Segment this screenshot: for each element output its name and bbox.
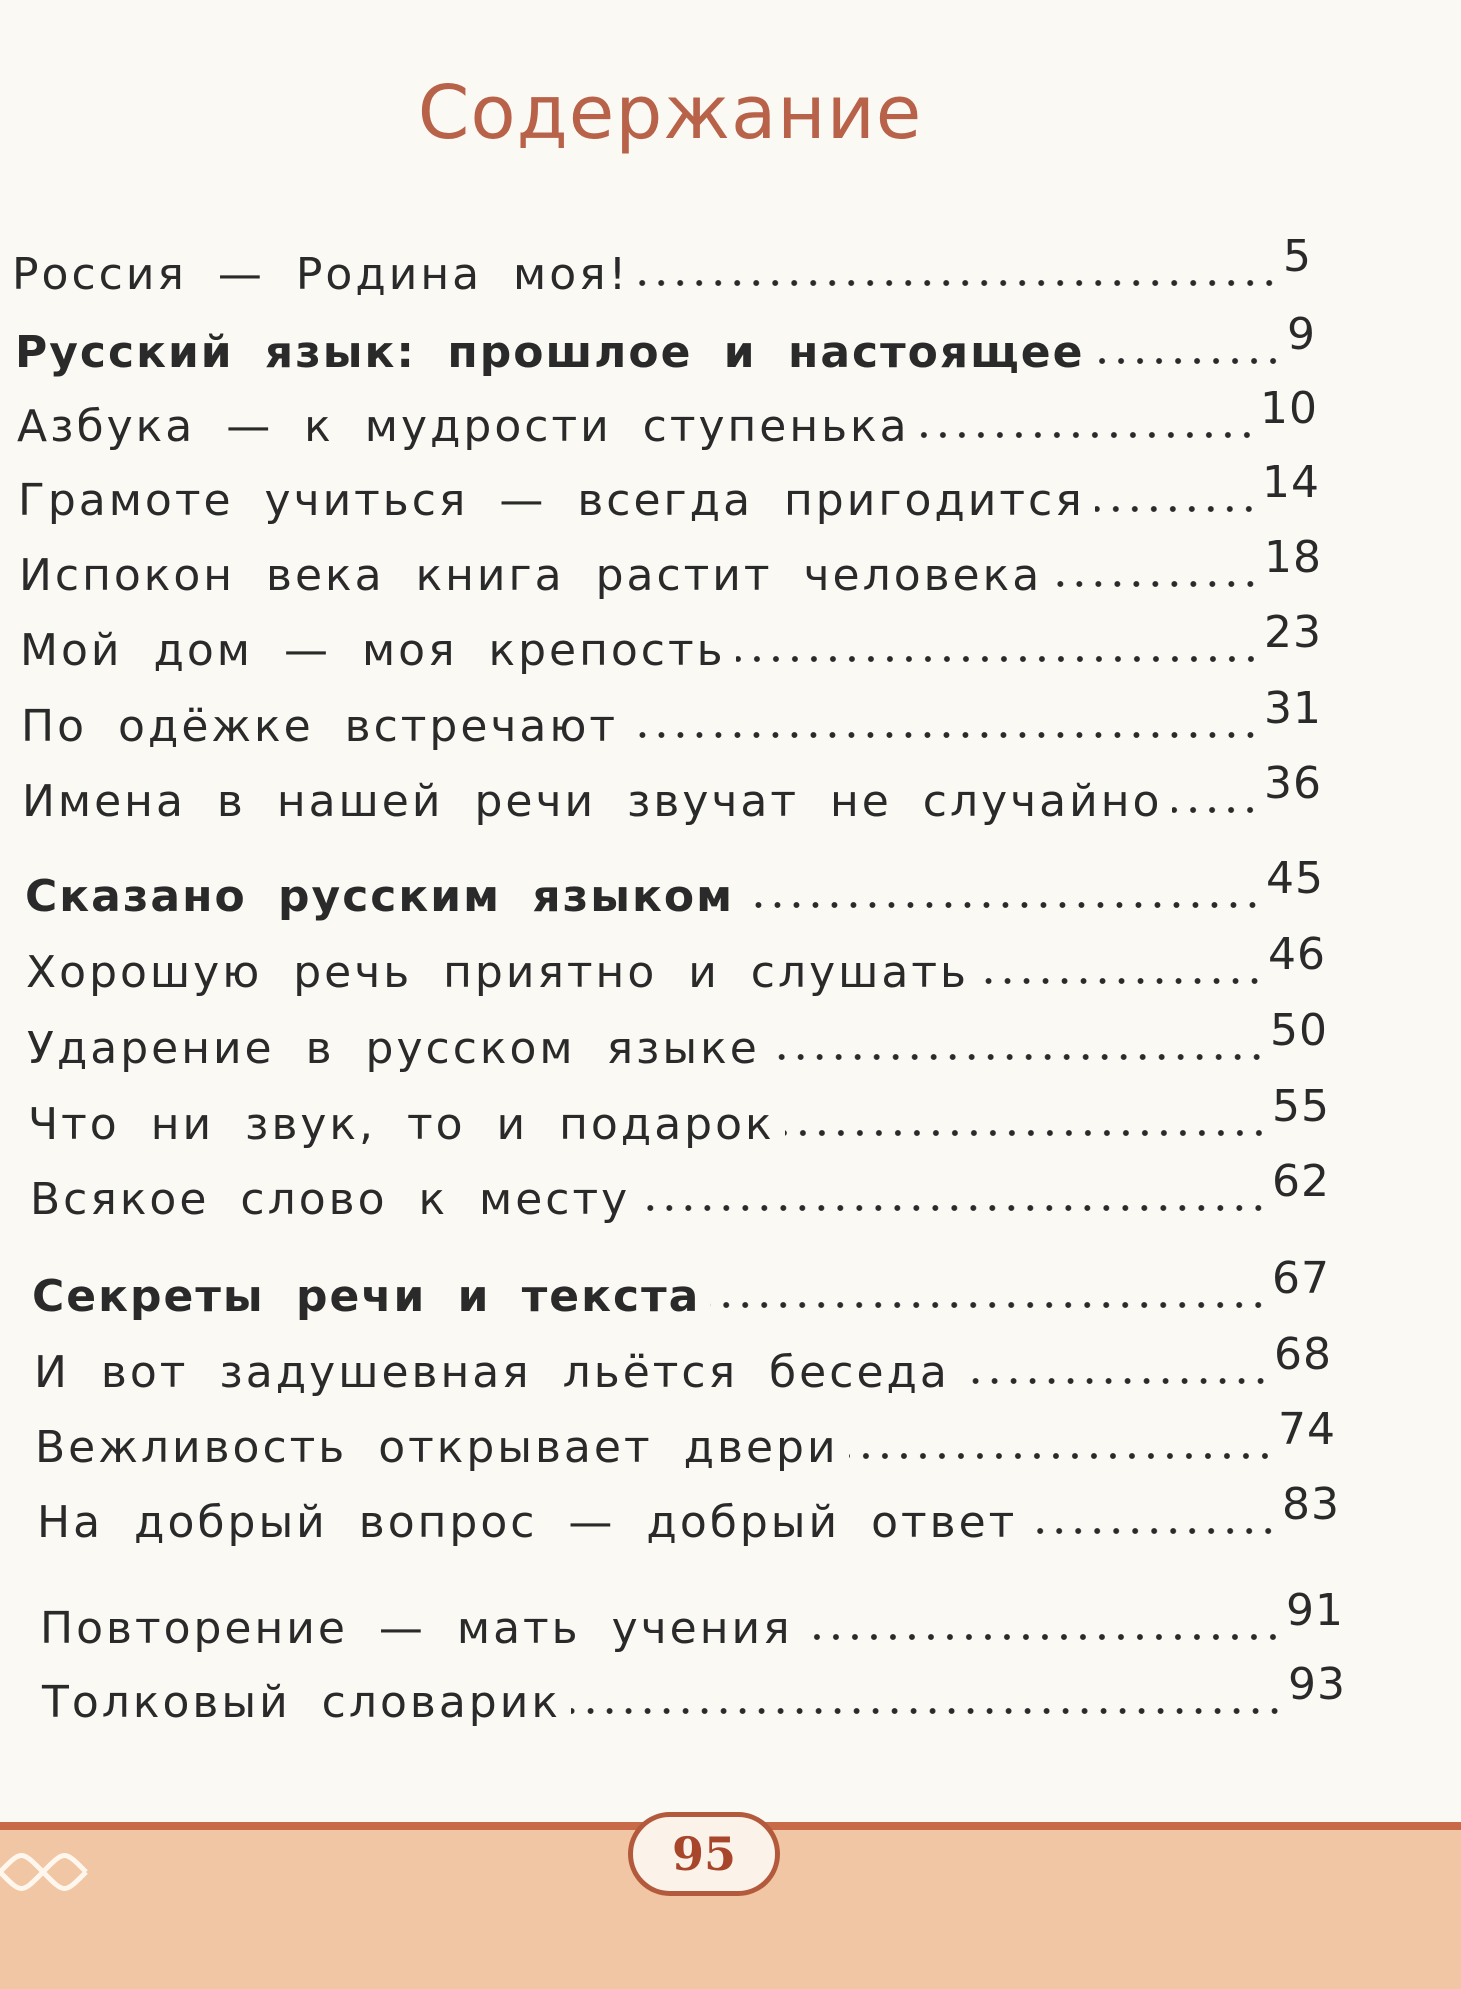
toc-entry — [25, 853, 1324, 922]
toc-entry-page: 93 — [1288, 1659, 1346, 1710]
toc-entry-title: Сказано русским языком — [25, 871, 735, 922]
toc-entry-title: Вежливость открывает двери — [35, 1422, 839, 1473]
toc-entry-title: Что ни звук, то и подарок — [28, 1099, 775, 1150]
toc-entry — [22, 758, 1322, 827]
dot-leader — [1052, 579, 1260, 589]
toc-entry — [32, 1253, 1330, 1322]
toc-entry — [21, 683, 1322, 752]
dot-leader — [744, 900, 1262, 910]
toc-entry-page: 36 — [1264, 758, 1322, 809]
toc-entry-page: 31 — [1264, 683, 1322, 734]
dot-leader — [1027, 1526, 1278, 1536]
toc-entry-title: Толковый словарик — [42, 1677, 561, 1728]
toc-entry-title: По одёжке встречают — [21, 701, 619, 752]
toc-entry-page: 83 — [1282, 1479, 1340, 1530]
toc-entry-page: 46 — [1268, 929, 1326, 980]
toc-entry-page: 10 — [1260, 383, 1318, 434]
toc-entry-title: Мой дом — моя крепость — [20, 625, 726, 676]
toc-entry-page: 9 — [1287, 309, 1316, 360]
page-title: Содержание — [417, 70, 923, 156]
dot-leader — [770, 1052, 1266, 1062]
toc-entry-page: 67 — [1272, 1253, 1330, 1304]
toc-entry — [40, 1585, 1344, 1654]
toc-entry-page: 23 — [1264, 607, 1322, 658]
toc-entry-title: Азбука — к мудрости ступенька — [17, 401, 910, 452]
toc-entry — [15, 309, 1316, 378]
toc-entry-page: 68 — [1274, 1329, 1332, 1380]
toc-entry — [42, 1659, 1346, 1728]
toc-entry-page: 18 — [1264, 532, 1322, 583]
dot-leader — [640, 1203, 1268, 1213]
dot-leader — [1094, 356, 1283, 366]
toc-entry-title: Имена в нашей речи звучат не случайно — [22, 776, 1163, 827]
page-number: 95 — [628, 1812, 780, 1896]
toc-entry-page: 45 — [1266, 853, 1324, 904]
toc-entry — [34, 1329, 1332, 1398]
toc-entry — [12, 231, 1312, 300]
toc-entry-page: 5 — [1283, 231, 1312, 282]
toc-entry — [35, 1404, 1336, 1473]
toc-entry-page: 55 — [1272, 1081, 1330, 1132]
toc-entry-page: 50 — [1270, 1005, 1328, 1056]
toc-entry-title: Всякое слово к месту — [30, 1174, 631, 1225]
dot-leader — [710, 1300, 1268, 1310]
toc-entry-page: 91 — [1286, 1585, 1344, 1636]
dot-leader — [803, 1632, 1282, 1642]
dot-leader — [960, 1376, 1270, 1386]
toc-entry-title: На добрый вопрос — добрый ответ — [37, 1497, 1018, 1548]
dot-leader — [849, 1451, 1274, 1461]
toc-entry — [20, 607, 1322, 676]
toc-entry-title: Секреты речи и текста — [32, 1271, 701, 1322]
toc-entry — [27, 1005, 1328, 1074]
toc-entry — [37, 1479, 1340, 1548]
toc-entry-page: 74 — [1278, 1404, 1336, 1455]
dot-leader — [785, 1128, 1268, 1138]
dot-leader — [1095, 504, 1258, 514]
toc-entry — [18, 457, 1320, 526]
dot-leader — [1172, 805, 1260, 815]
dot-leader — [736, 654, 1260, 664]
toc-entry — [26, 929, 1326, 998]
toc-entry-page: 14 — [1262, 457, 1320, 508]
toc-entry-title: И вот задушевная льётся беседа — [34, 1347, 950, 1398]
toc-entry-title: Испокон века книга растит человека — [19, 550, 1043, 601]
dot-leader — [628, 730, 1260, 740]
toc-entry — [19, 532, 1322, 601]
dot-leader — [979, 976, 1264, 986]
toc-entry — [30, 1156, 1330, 1225]
toc-entry-page: 62 — [1272, 1156, 1330, 1207]
toc-entry-title: Хорошую речь приятно и слушать — [26, 947, 969, 998]
dot-leader — [920, 430, 1256, 440]
toc-entry — [28, 1081, 1330, 1150]
toc-entry-title: Ударение в русском языке — [27, 1023, 760, 1074]
toc-entry — [17, 383, 1318, 452]
toc-entry-title: Грамоте учиться — всегда пригодится — [18, 475, 1085, 526]
toc-entry-title: Русский язык: прошлое и настоящее — [15, 327, 1085, 378]
toc-entry-title: Россия — Родина моя! — [12, 249, 630, 300]
dot-leader — [639, 278, 1279, 288]
dot-leader — [571, 1706, 1284, 1716]
toc-entry-title: Повторение — мать учения — [40, 1603, 793, 1654]
